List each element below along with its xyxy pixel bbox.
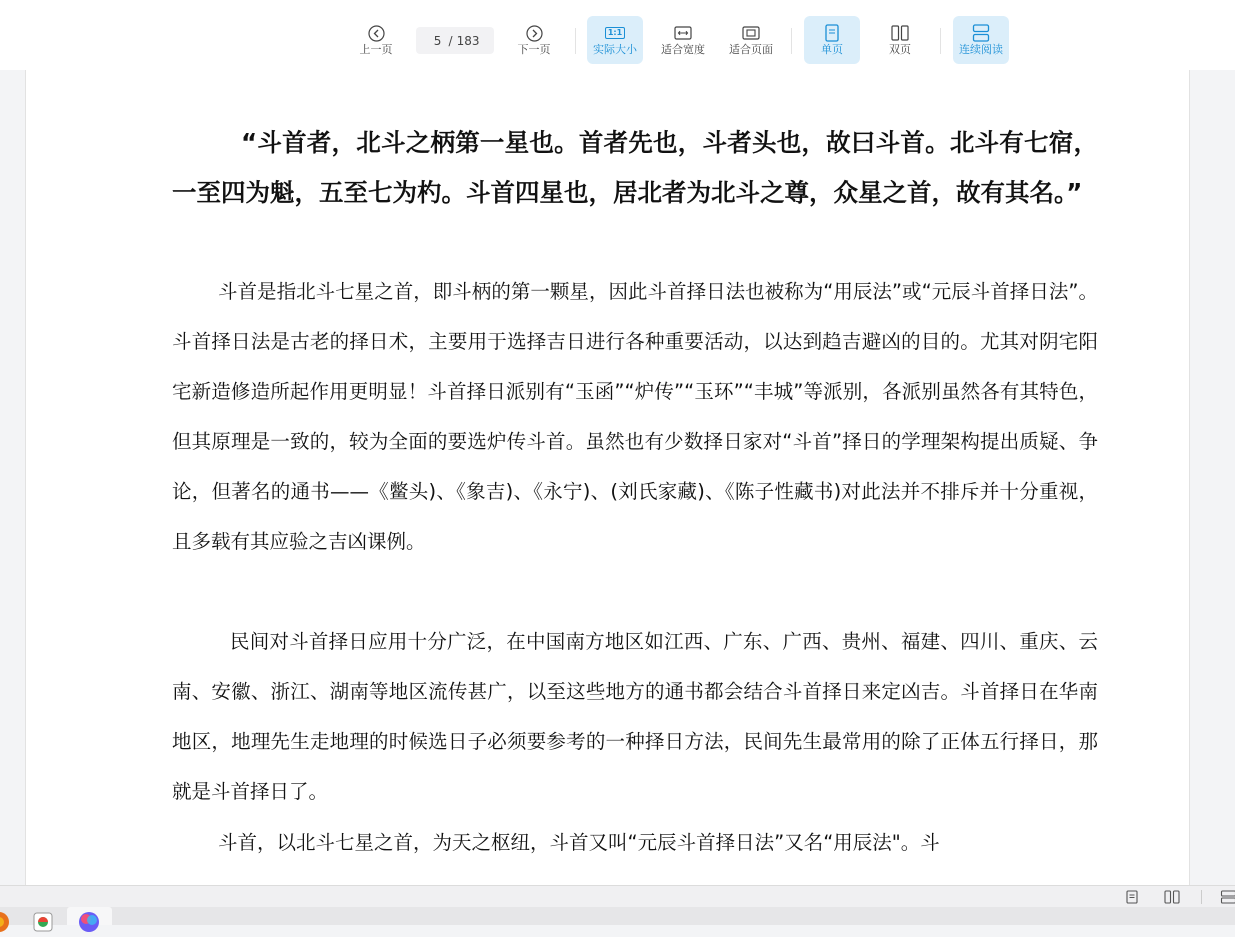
page-indicator: [416, 27, 494, 54]
toolbar-divider: [791, 28, 792, 54]
prev-page-label: 上一页: [360, 43, 393, 57]
document-page: [25, 70, 1190, 885]
actual-size-badge: 1:1: [605, 27, 625, 39]
single-page-label: 单页: [821, 43, 843, 57]
actual-size-button[interactable]: [587, 16, 643, 64]
continuous-scroll-icon[interactable]: [1220, 890, 1235, 904]
toolbar-divider: [575, 28, 576, 54]
document-quote-paragraph: “斗首者，北斗之柄第一星也。首者先也，斗者头也，故曰斗首。北斗有七宿，一至四为魁，五至七为杓。斗首四星也，居北者为北斗之尊，众星之首，故有其名。”: [172, 118, 1098, 218]
prev-page-button[interactable]: [355, 16, 397, 64]
taskbar-app-icon[interactable]: [0, 911, 10, 933]
taskbar: [0, 907, 1235, 925]
circle-arrow-left-icon: [368, 24, 385, 42]
double-page-icon[interactable]: [1164, 890, 1180, 904]
fit-page-icon: [742, 24, 760, 42]
continuous-scroll-icon: [972, 24, 990, 42]
fit-width-icon: [674, 24, 692, 42]
double-page-label: 双页: [889, 43, 911, 57]
next-page-button[interactable]: [513, 16, 555, 64]
colorful-app-icon: [78, 911, 100, 933]
total-pages: 183: [457, 34, 480, 48]
fit-page-button[interactable]: [723, 16, 779, 64]
single-page-icon[interactable]: [1124, 890, 1140, 904]
fit-width-label: 适合宽度: [661, 43, 705, 57]
document-paragraph: 斗首，以北斗七星之首，为天之枢纽，斗首又叫“元辰斗首择日法”又名“用辰法"。斗: [172, 818, 1098, 868]
fit-width-button[interactable]: [655, 16, 711, 64]
circle-arrow-right-icon: [526, 24, 543, 42]
page-number-input[interactable]: [431, 34, 445, 48]
double-page-button[interactable]: [872, 16, 928, 64]
document-paragraph: 民间对斗首择日应用十分广泛，在中国南方地区如江西、广东、广西、贵州、福建、四川、重庆、云南、安徽、浙江、湖南等地区流传甚广，以至这些地方的通书都会结合斗首择日来定凶吉。斗首择日在华南地区，地理先生走地理的时候选日子必须要参考的一种择日方法，民间先生最常用的除了正体五行择日，那就是斗首择日了。: [172, 617, 1098, 817]
actual-size-label: 实际大小: [593, 43, 637, 57]
double-page-icon: [891, 24, 909, 42]
single-page-button[interactable]: [804, 16, 860, 64]
page-separator: /: [449, 34, 453, 48]
actual-size-icon: [605, 24, 625, 42]
toolbar-divider: [940, 28, 941, 54]
status-divider: [1201, 890, 1202, 904]
taskbar-active-app[interactable]: [67, 907, 112, 925]
continuous-read-button[interactable]: [953, 16, 1009, 64]
single-page-icon: [825, 24, 839, 42]
status-bar: [0, 885, 1235, 908]
continuous-read-label: 连续阅读: [959, 43, 1003, 57]
taskbar-app-icon[interactable]: [32, 911, 54, 933]
document-paragraph: 斗首是指北斗七星之首，即斗柄的第一颗星，因此斗首择日法也被称为“用辰法”或“元辰斗首择日法”。斗首择日法是古老的择日术，主要用于选择吉日进行各种重要活动，以达到趋吉避凶的目的。尤其对阴宅阳宅新造修造所起作用更明显！斗首择日派别有“玉函”“炉传”“玉环”“丰城”等派别，各派别虽然各有其特色，但其原理是一致的，较为全面的要选炉传斗首。虽然也有少数择日家对“斗首”择日的学理架构提出质疑、争论，但著名的通书——《鳖头)、《象吉)、《永宁)、(刘氏家藏)、《陈子性藏书)对此法并不排斥并十分重视，且多载有其应验之吉凶课例。: [172, 267, 1098, 568]
next-page-label: 下一页: [518, 43, 551, 57]
fit-page-label: 适合页面: [729, 43, 773, 57]
reader-toolbar: [0, 0, 1235, 70]
